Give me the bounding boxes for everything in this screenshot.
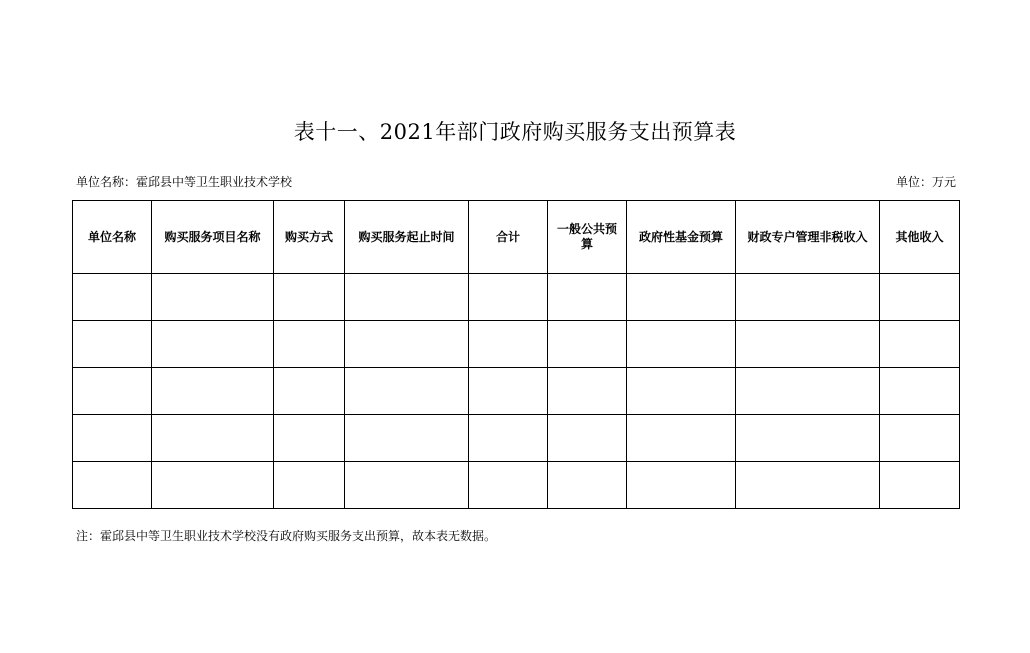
- table-cell: [627, 274, 736, 321]
- table-cell: [345, 368, 469, 415]
- table-cell: [548, 415, 627, 462]
- table-cell: [152, 321, 274, 368]
- table-cell: [736, 368, 880, 415]
- table-cell: [548, 321, 627, 368]
- table-cell: [627, 321, 736, 368]
- table-row: [73, 368, 960, 415]
- table-cell: [469, 321, 548, 368]
- table-row: [73, 274, 960, 321]
- header-special-account-nontax: [736, 201, 880, 274]
- header-label: 其他收入: [895, 229, 944, 244]
- footnote: 注：霍邱县中等卫生职业技术学校没有政府购买服务支出预算，故本表无数据。: [76, 529, 497, 543]
- table-cell: [548, 368, 627, 415]
- table-row: [73, 415, 960, 462]
- table-cell: [736, 415, 880, 462]
- table-cell: [736, 321, 880, 368]
- header-label: 一般公共预算: [556, 222, 617, 251]
- header-unit-name: [73, 201, 152, 274]
- table-cell: [274, 415, 345, 462]
- table-cell: [627, 368, 736, 415]
- unit-label: 单位：万元: [895, 175, 956, 189]
- table-cell: [880, 321, 960, 368]
- header-label: 政府性基金预算: [638, 229, 723, 244]
- table-cell: [345, 462, 469, 509]
- table-cell: [469, 368, 548, 415]
- header-government-fund-budget: [627, 201, 736, 274]
- table-cell: [274, 462, 345, 509]
- table-cell: [880, 462, 960, 509]
- header-purchase-method: [274, 201, 345, 274]
- table-cell: [152, 415, 274, 462]
- table-cell: [152, 274, 274, 321]
- table-cell: [880, 274, 960, 321]
- table-cell: [73, 368, 152, 415]
- header-label: 单位名称: [87, 229, 136, 244]
- header-label: 合计: [495, 229, 520, 244]
- table-cell: [627, 415, 736, 462]
- table-cell: [627, 462, 736, 509]
- table-cell: [880, 415, 960, 462]
- table-cell: [274, 321, 345, 368]
- table-cell: [880, 368, 960, 415]
- table-cell: [736, 462, 880, 509]
- table-cell: [548, 274, 627, 321]
- header-label: 购买服务起止时间: [358, 229, 455, 244]
- table-cell: [469, 462, 548, 509]
- table-cell: [548, 462, 627, 509]
- table-cell: [73, 321, 152, 368]
- table-cell: [73, 462, 152, 509]
- header-label: 购买服务项目名称: [164, 229, 261, 244]
- table-cell: [469, 415, 548, 462]
- page-title: 表十一、2021年部门政府购买服务支出预算表: [293, 120, 737, 144]
- table-header-row: [73, 201, 960, 274]
- table-cell: [345, 274, 469, 321]
- header-other-income: [880, 201, 960, 274]
- table-cell: [152, 368, 274, 415]
- table-row: [73, 462, 960, 509]
- header-label: 购买方式: [284, 229, 333, 244]
- table-cell: [73, 274, 152, 321]
- header-total: [469, 201, 548, 274]
- table-row: [73, 321, 960, 368]
- header-service-item-name: [152, 201, 274, 274]
- table-cell: [469, 274, 548, 321]
- table-cell: [274, 368, 345, 415]
- table-cell: [274, 274, 345, 321]
- table-cell: [736, 274, 880, 321]
- unit-name-label: 单位名称：霍邱县中等卫生职业技术学校: [76, 175, 293, 189]
- table-cell: [345, 321, 469, 368]
- header-service-period: [345, 201, 469, 274]
- budget-table: [72, 200, 960, 509]
- header-label: 财政专户管理非税收入: [747, 229, 868, 244]
- table-cell: [152, 462, 274, 509]
- table-cell: [73, 415, 152, 462]
- header-general-public-budget: [548, 201, 627, 274]
- table-cell: [345, 415, 469, 462]
